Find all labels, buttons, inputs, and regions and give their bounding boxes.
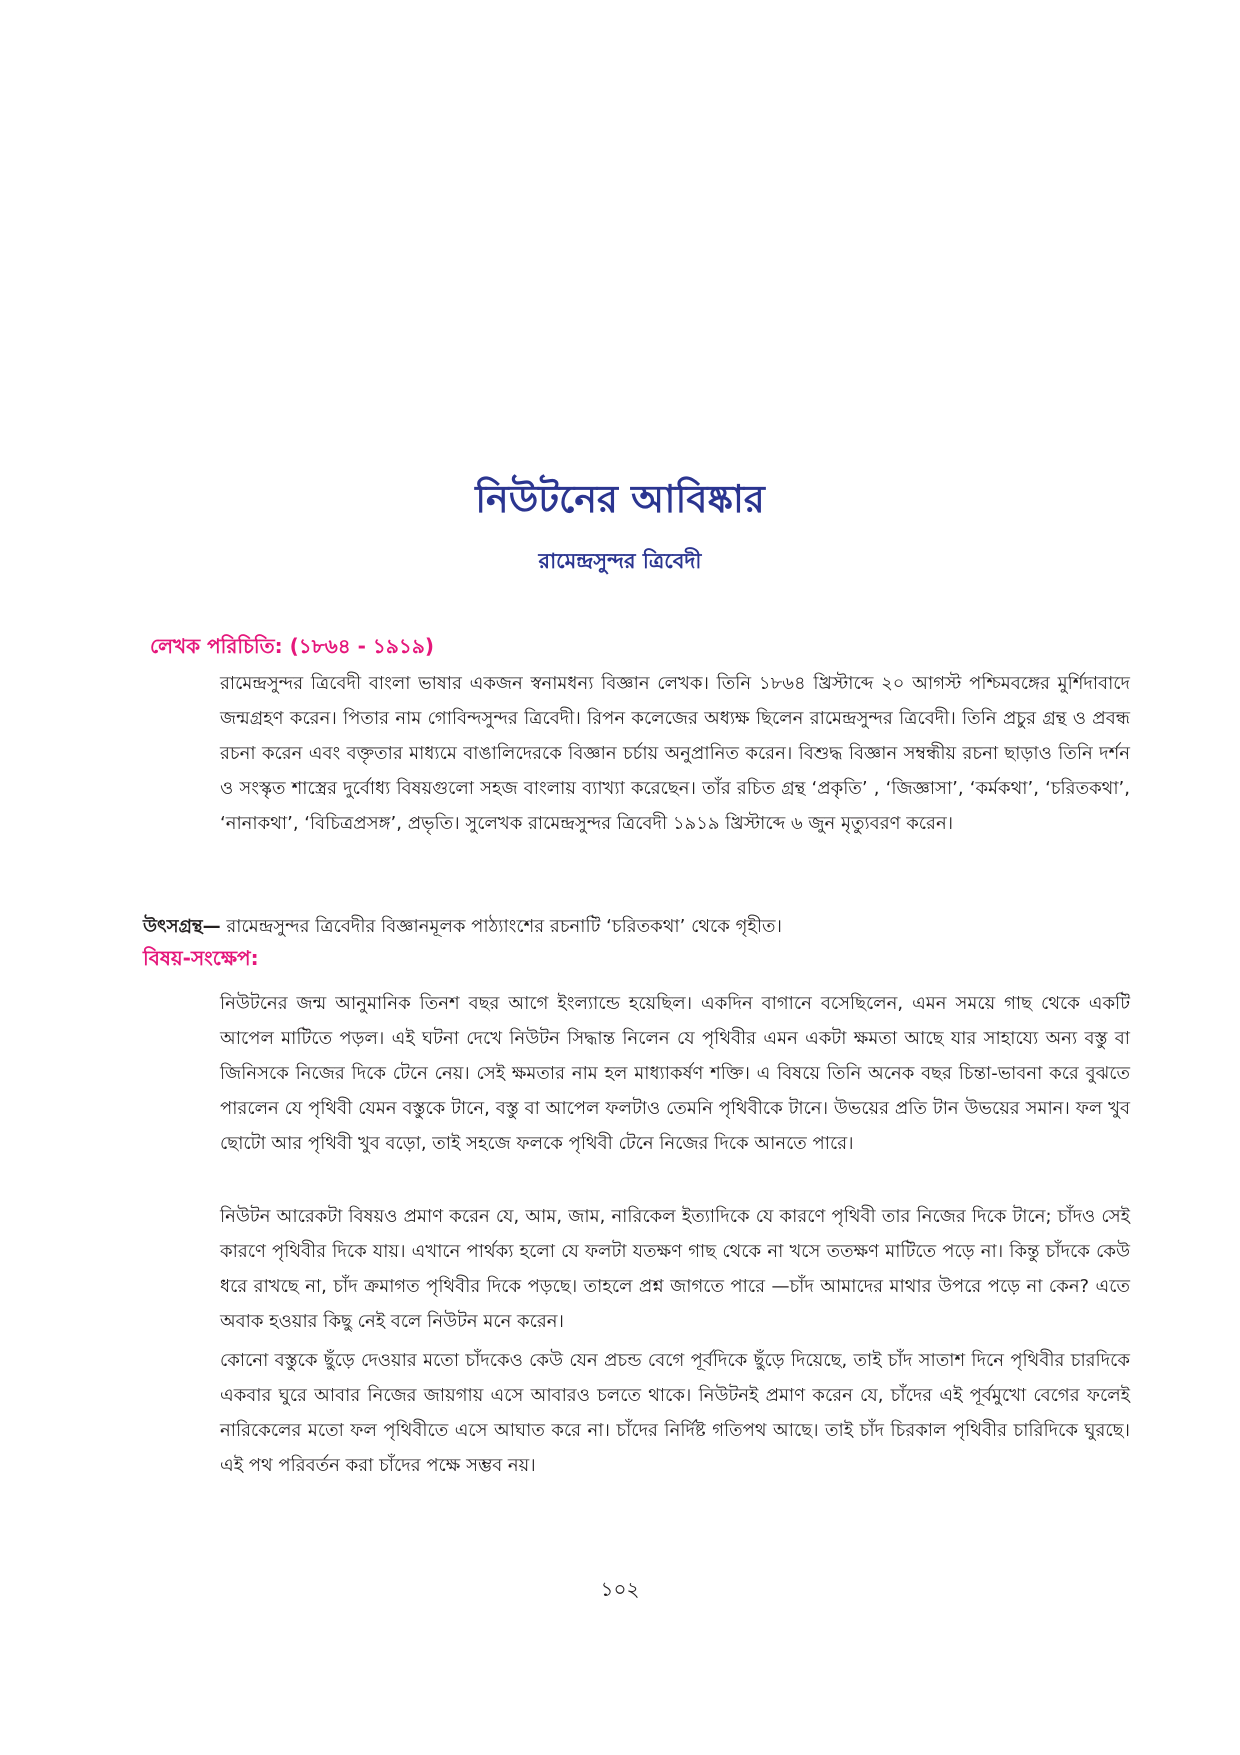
author-name: রামেন্দ্রসুন্দর ত্রিবেদী bbox=[538, 549, 702, 573]
source-text: রামেন্দ্রসুন্দর ত্রিবেদীর বিজ্ঞানমূলক পাঠ্যাংশের রচনাটি ‘চরিতকথা’ থেকে গৃহীত। bbox=[220, 916, 782, 937]
source-line bbox=[143, 912, 1143, 942]
author-intro-paragraph: রামেন্দ্রসুন্দর ত্রিবেদী বাংলা ভাষার একজন স্বনামধন্য বিজ্ঞান লেখক। তিনি ১৮৬৪ খ্রিস্টাব্দে ২০ আগস্ট পশ্চিমবঙ্গের মুর্শিদাবাদে জন্মগ্রহণ করেন। পিতার নাম গোবিন্দসুন্দর ত্রিবেদী। রিপন কলেজের অধ্যক্ষ ছিলেন রামেন্দ্রসুন্দর ত্রিবেদী। তিনি প্রচুর গ্রন্থ ও প্রবন্ধ রচনা করেন এবং বক্তৃতার মাধ্যমে বাঙালিদেরকে বিজ্ঞান চর্চায় অনুপ্রানিত করেন। বিশুদ্ধ বিজ্ঞান সম্বন্ধীয় রচনা ছাড়াও তিনি দর্শন ও সংস্কৃত শাস্ত্রের দুর্বোধ্য বিষয়গুলো সহজ বাংলায় ব্যাখ্যা করেছেন। তাঁর রচিত গ্রন্থ ‘প্রকৃতি’ , ‘জিজ্ঞাসা’, ‘কর্মকথা’, ‘চরিতকথা’, ‘নানাকথা’, ‘বিচিত্রপ্রসঙ্গ’, প্রভৃতি। সুলেখক রামেন্দ্রসুন্দর ত্রিবেদী ১৯১৯ খ্রিস্টাব্দে ৬ জুন মৃত্যুবরণ করেন। bbox=[220, 673, 1130, 834]
page-title: নিউটনের আবিষ্কার bbox=[475, 477, 765, 521]
page-number: ১০২ bbox=[600, 1577, 640, 1601]
summary-paragraph: নিউটন আরেকটা বিষয়ও প্রমাণ করেন যে, আম, জাম, নারিকেল ইত্যাদিকে যে কারণে পৃথিবী তার নিজের দিকে টানে; চাঁদও সেই কারণে পৃথিবীর দিকে যায়। এখানে পার্থক্য হলো যে ফলটা যতক্ষণ গাছ থেকে না খসে ততক্ষণ মাটিতে পড়ে না। কিন্তু চাঁদকে কেউ ধরে রাখছে না, চাঁদ ক্রমাগত পৃথিবীর দিকে পড়ছে। তাহলে প্রশ্ন জাগতে পারে —চাঁদ আমাদের মাথার উপরে পড়ে না কেন? এতে অবাক হওয়ার কিছু নেই বলে নিউটন মনে করেন। bbox=[220, 1206, 1130, 1332]
summary-paragraph: নিউটনের জন্ম আনুমানিক তিনশ বছর আগে ইংল্যান্ডে হয়েছিল। একদিন বাগানে বসেছিলেন, এমন সময়ে গাছ থেকে একটি আপেল মাটিতে পড়ল। এই ঘটনা দেখে নিউটন সিদ্ধান্ত নিলেন যে পৃথিবীর এমন একটা ক্ষমতা আছে যার সাহায্যে অন্য বস্তু বা জিনিসকে নিজের দিকে টেনে নেয়। সেই ক্ষমতার নাম হল মাধ্যাকর্ষণ শক্তি। এ বিষয়ে তিনি অনেক বছর চিন্তা-ভাবনা করে বুঝতে পারলেন যে পৃথিবী যেমন বস্তুকে টানে, বস্তু বা আপেল ফলটাও তেমনি পৃথিবীকে টানে। উভয়ের প্রতি টান উভয়ের সমান। ফল খুব ছোটো আর পৃথিবী খুব বড়ো, তাই সহজে ফলকে পৃথিবী টেনে নিজের দিকে আনতে পারে। bbox=[220, 993, 1130, 1154]
summary-heading: বিষয়-সংক্ষেপ: bbox=[143, 946, 259, 970]
author-intro-heading: লেখক পরিচিতি: (১৮৬৪ - ১৯১৯) bbox=[150, 634, 434, 658]
source-label: উৎসগ্রন্থ— bbox=[143, 916, 221, 937]
summary-paragraph: কোনো বস্তুকে ছুঁড়ে দেওয়ার মতো চাঁদকেও কেউ যেন প্রচন্ড বেগে পূর্বদিকে ছুঁড়ে দিয়েছে, তাই চাঁদ সাতাশ দিনে পৃথিবীর চারদিকে একবার ঘুরে আবার নিজের জায়গায় এসে আবারও চলতে থাকে। নিউটনই প্রমাণ করেন যে, চাঁদের এই পূর্বমুখো বেগের ফলেই নারিকেলের মতো ফল পৃথিবীতে এসে আঘাত করে না। চাঁদের নির্দিষ্ট গতিপথ আছে। তাই চাঁদ চিরকাল পৃথিবীর চারিদিকে ঘুরছে। এই পথ পরিবর্তন করা চাঁদের পক্ষে সম্ভব নয়। bbox=[220, 1350, 1130, 1476]
